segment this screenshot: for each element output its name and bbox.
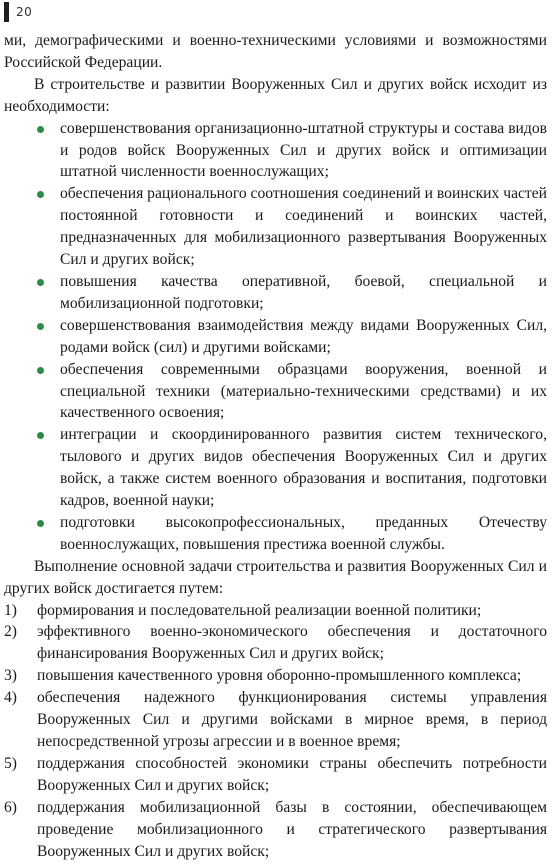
numbered-item-text: повышения качественного уровня оборонно-промышленного комплекса; (37, 667, 522, 685)
numbered-item (4, 600, 547, 622)
methods-numbered-list (4, 600, 547, 863)
bullet-dot-icon (37, 520, 44, 527)
bullet-item-text: интеграции и скоординированного развития систем технического, тылового и других видов обеспечения Вооруженных Сил и других войск, а также систем военного образования и воспитания, подготовки кадров, военной науки; (60, 426, 547, 510)
bullet-item-text: совершенствования взаимодействия между видами Вооруженных Сил, родами войск (сил) и другими войсками; (60, 316, 547, 356)
numbered-item (4, 687, 547, 753)
bullet-item (4, 271, 547, 315)
numbered-item (4, 621, 547, 665)
bullet-item (4, 359, 547, 425)
bullet-dot-icon (37, 191, 44, 198)
bullet-item (4, 512, 547, 556)
numbered-item-text: обеспечения надежного функционирования системы управления Вооруженных Сил и другими войсками в мирное время, в период непосредственной угрозы агрессии и в военное время; (37, 689, 547, 750)
numbered-item (4, 665, 547, 687)
item-number: 4) (4, 689, 17, 707)
bullet-item-text: обеспечения рационального соотношения соединений и воинских частей постоянной готовности и соединений и воинских частей, предназначенных для мобилизационного развертывания Вооруженных Сил и других войск; (60, 185, 547, 269)
bullet-item-text: подготовки высокопрофессиональных, преданных Отечеству военнослужащих, повышения престижа военной службы. (60, 513, 547, 553)
bullet-item (4, 118, 547, 184)
bullet-item-text: обеспечения современными образцами вооружения, военной и специальной техники (материально-техническими средствами) и их качественного освоения; (60, 360, 547, 422)
numbered-item-text: поддержания мобилизационной базы в состоянии, обеспечивающем проведение мобилизационного и стратегического развертывания Вооруженных Сил и других войск; (37, 798, 547, 860)
intro-continuation-paragraph: ми, демографическими и военно-техническими условиями и возможностями Российской Федерации. (4, 32, 547, 71)
numbered-item-text: поддержания способностей экономики страны обеспечить потребности Вооруженных Сил и других войск; (37, 754, 547, 794)
item-number: 3) (4, 667, 17, 685)
necessity-bullet-list (4, 118, 547, 556)
numbered-item (4, 797, 547, 863)
item-number: 5) (4, 754, 17, 772)
page-number: 20 (16, 5, 33, 19)
bullet-item (4, 424, 547, 512)
bullet-item (4, 183, 547, 271)
header-bar (4, 2, 9, 22)
item-number: 1) (4, 601, 17, 619)
section2-lead-paragraph: Выполнение основной задачи строительства и развития Вооруженных Сил и других войск достигается путем: (4, 557, 547, 597)
numbered-item-text: формирования и последовательной реализации военной политики; (37, 601, 482, 619)
bullet-dot-icon (37, 323, 44, 330)
page-body (4, 30, 547, 862)
bullet-item-text: повышения качества оперативной, боевой, специальной и мобилизационной подготовки; (60, 272, 547, 312)
bullet-item (4, 315, 547, 359)
section1-lead-paragraph: В строительстве и развитии Вооруженных Сил и других войск исходит из необходимости: (4, 75, 547, 115)
bullet-dot-icon (37, 279, 44, 286)
bullet-dot-icon (37, 367, 44, 374)
bullet-dot-icon (37, 432, 44, 439)
bullet-dot-icon (37, 126, 44, 133)
item-number: 6) (4, 798, 17, 816)
item-number: 2) (4, 623, 17, 641)
bullet-item-text: совершенствования организационно-штатной структуры и состава видов и родов войск Вооруженных Сил и других войск и оптимизации штатной численности военнослужащих; (60, 119, 547, 181)
numbered-item-text: эффективного военно-экономического обеспечения и достаточного финансирования Вооруженных Сил и других войск; (37, 623, 547, 663)
page-header (4, 2, 32, 22)
numbered-item (4, 753, 547, 797)
